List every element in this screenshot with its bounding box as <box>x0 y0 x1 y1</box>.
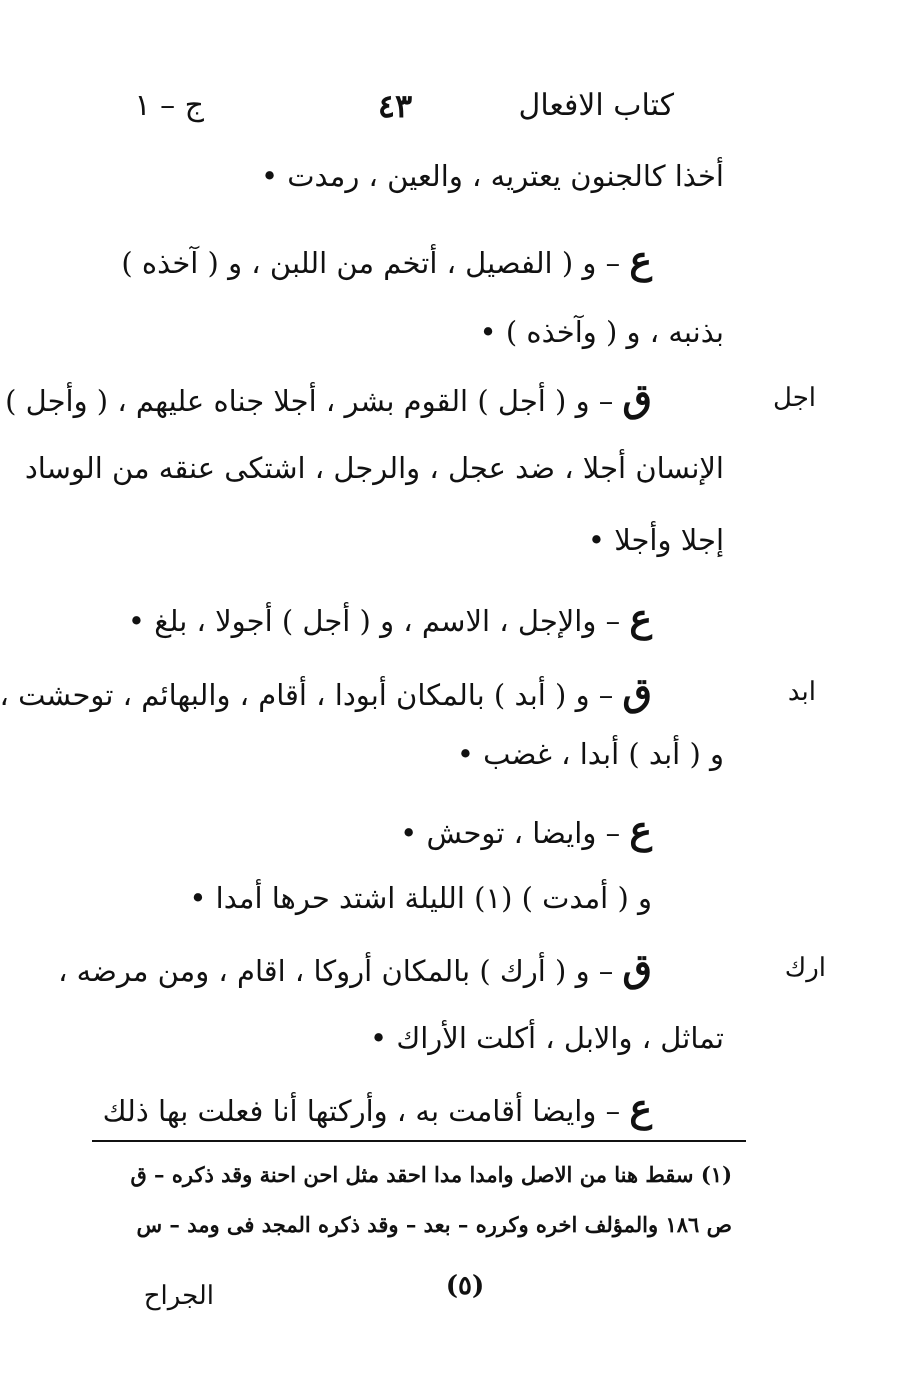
line-text: بذنبه ، و ( وآخذه ) • <box>479 315 724 349</box>
body-line <box>102 1085 652 1131</box>
body-line <box>480 312 724 352</box>
entry-marker: ق <box>622 945 652 990</box>
entry-marker: ع <box>629 237 652 282</box>
body-line <box>5 375 652 421</box>
volume-label: ج – ١ <box>134 88 204 123</box>
entry-marker: ع <box>629 807 652 852</box>
entry-marker: ق <box>622 375 652 420</box>
body-line <box>121 237 652 283</box>
line-text: – وايضا أقامت به ، وأركتها أنا فعلت بها ذلك <box>102 1094 621 1128</box>
body-line <box>58 945 652 991</box>
sidebar-headword: ارك <box>784 953 826 983</box>
body-line <box>400 807 652 853</box>
entry-marker: ع <box>629 595 652 640</box>
line-text: – والإجل ، الاسم ، و ( أجل ) أجولا ، بلغ • <box>127 604 621 638</box>
footnote-line: ص ١٨٦ والمؤلف اخره وكرره – بعد – وقد ذكره المجد فى ومد – س <box>136 1212 732 1237</box>
line-text: تماثل ، والابل ، أكلت الأراك • <box>370 1021 724 1055</box>
line-text: الإنسان أجلا ، ضد عجل ، والرجل ، اشتكى عنقه من الوساد <box>24 451 724 485</box>
line-text: – و ( الفصيل ، أتخم من اللبن ، و ( آخذه ) <box>121 246 621 280</box>
publisher-name: الجراح <box>143 1281 214 1311</box>
body-line <box>588 520 724 560</box>
body-line <box>370 1018 724 1058</box>
footnote-divider <box>92 1140 746 1142</box>
line-text: أخذا كالجنون يعتريه ، والعين ، رمدت • <box>260 159 724 193</box>
line-text: – و ( أبد ) بالمكان أبودا ، أقام ، والبهائم ، توحشت ، <box>0 678 614 712</box>
body-line <box>127 595 652 641</box>
body-line <box>457 734 724 774</box>
body-line <box>189 878 652 918</box>
entry-marker: ع <box>629 1085 652 1130</box>
book-title: كتاب الافعال <box>518 88 674 123</box>
entry-marker: ق <box>622 669 652 714</box>
line-text: – و ( أجل ) القوم بشر ، أجلا جناه عليهم ، ( وأجل ) <box>5 384 614 418</box>
sidebar-headword: ابد <box>787 677 816 707</box>
line-text: و ( أبد ) أبدا ، غضب • <box>456 737 724 771</box>
page-number: ٤٣ <box>377 87 413 125</box>
body-line <box>25 448 724 488</box>
footnote-line: (١) سقط هنا من الاصل وامدا مدا احقد مثل احن احنة وقد ذكره – ق <box>130 1162 732 1187</box>
sidebar-headword: اجل <box>773 383 816 413</box>
body-line <box>0 669 652 715</box>
line-text: – وايضا ، توحش • <box>400 816 621 850</box>
body-line <box>261 156 724 196</box>
line-text: إجلا وأجلا • <box>587 523 724 557</box>
line-text: – و ( أرك ) بالمكان أروكا ، اقام ، ومن مرضه ، <box>58 954 614 988</box>
printer-signature: (٥) <box>445 1271 485 1301</box>
line-text: و ( أمدت ) (١) الليلة اشتد حرها أمدا • <box>189 881 652 915</box>
